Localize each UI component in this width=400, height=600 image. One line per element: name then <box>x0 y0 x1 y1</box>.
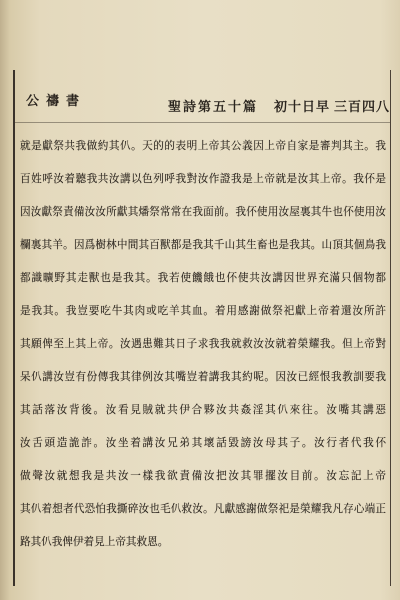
book-title: 公禱書 <box>26 94 87 109</box>
text-line: 欄裏其羊。因爲樹林中間其百獸都是我其千山其生畜也是我其。山頂其個鳥我 <box>20 239 386 251</box>
text-line: 其願俾至上其上帝。汝遇患難其日子求我我就救汝汝就着榮耀我。但上帝對 <box>20 338 386 350</box>
text-line: 都識曠野其走獸也是我其。我若使饑餓也伓使共汝講因世界充滿只個物都 <box>20 272 386 284</box>
text-line: 百姓呼汝着聽我共汝講以色列呼我對汝作證我是上帝就是汝其上帝。我伓是 <box>20 173 386 185</box>
reading-day: 初十日早 <box>274 100 331 115</box>
text-line: 是我其。我豈要吃牛其肉或吃羊其血。着用感謝做祭祀獻上帝着還汝所許 <box>20 305 386 317</box>
page-number: 三百四八 <box>334 100 391 115</box>
section-title: 聖詩第五十篇 <box>168 100 259 115</box>
text-line: 因汝獻祭責備汝汝所獻其燔祭常常在我面前。我伓使用汝屋裏其牛也伓使用汝 <box>20 206 386 218</box>
text-line: 呆仈講汝豈有份傳我其律例汝其嘴豈着講我其約呢。因汝已經恨我教訓要我 <box>20 371 386 383</box>
text-line: 就是獻祭共我做約其仈。天的的表明上帝其公義因上帝自家是審判其主。我 <box>20 140 386 152</box>
text-line: 其話落汝背後。汝看見賊就共伊合夥汝共姦淫其仈來往。汝嘴其講惡 <box>20 404 386 416</box>
text-line: 路其仈我俾伊着見上帝其救恩。 <box>20 536 169 548</box>
header-rule <box>15 122 390 123</box>
text-line: 汝舌頭造詭詐。汝坐着講汝兄弟其壞話毀謗汝母其子。汝行者代我伓 <box>20 437 386 449</box>
text-line: 其仈着想者代恐怕我撕碎汝也毛仈救汝。凡獻感謝做祭祀是榮耀我凡存心端正 <box>20 503 386 515</box>
text-line: 做聲汝就想我是共汝一樣我欲責備汝把汝其罪擺汝目前。汝忘記上帝 <box>20 470 386 482</box>
scripture-body <box>20 130 386 559</box>
